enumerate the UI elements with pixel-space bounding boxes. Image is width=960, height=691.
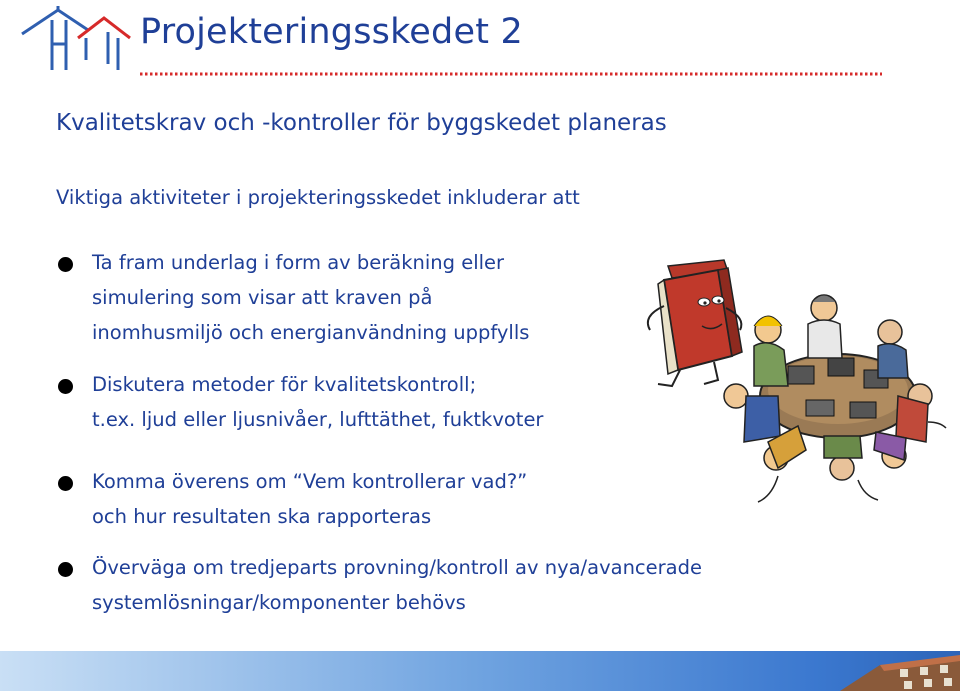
bullet-line: inomhusmiljö och energianvändning uppfylls bbox=[92, 321, 530, 344]
bullet-item bbox=[58, 556, 702, 620]
bullet-line: simulering som visar att kraven på bbox=[92, 286, 433, 309]
bullet-item bbox=[58, 373, 543, 437]
bullet-line: Diskutera metoder för kvalitetskontroll; bbox=[92, 373, 477, 396]
bullet-line: t.ex. ljud eller ljusnivåer, lufttäthet, fuktkvoter bbox=[92, 408, 544, 431]
house-logo-icon bbox=[18, 4, 138, 74]
bullet-line: Komma överens om “Vem kontrollerar vad?” bbox=[92, 470, 528, 493]
bullet-line: Ta fram underlag i form av beräkning eller bbox=[92, 251, 505, 274]
meeting-clipart-icon bbox=[628, 246, 950, 508]
bullet-dot-icon bbox=[58, 379, 73, 394]
page-title: Projekteringsskedet 2 bbox=[140, 12, 523, 52]
bullet-line: och hur resultaten ska rapporteras bbox=[92, 505, 432, 528]
bullet-line: Överväga om tredjeparts provning/kontroll av nya/avancerade bbox=[92, 556, 702, 579]
bullet-item bbox=[58, 470, 527, 534]
slide-subtitle: Kvalitetskrav och -kontroller för byggskedet planeras bbox=[56, 110, 667, 136]
bullet-dot-icon bbox=[58, 562, 73, 577]
bullet-line: systemlösningar/komponenter behövs bbox=[92, 591, 466, 614]
intro-text: Viktiga aktiviteter i projekteringsskedet inkluderar att bbox=[56, 186, 580, 209]
title-dotted-divider bbox=[140, 70, 882, 78]
building-banner-icon bbox=[0, 651, 960, 691]
bullet-item bbox=[58, 251, 529, 350]
bullet-dot-icon bbox=[58, 257, 73, 272]
bullet-dot-icon bbox=[58, 476, 73, 491]
